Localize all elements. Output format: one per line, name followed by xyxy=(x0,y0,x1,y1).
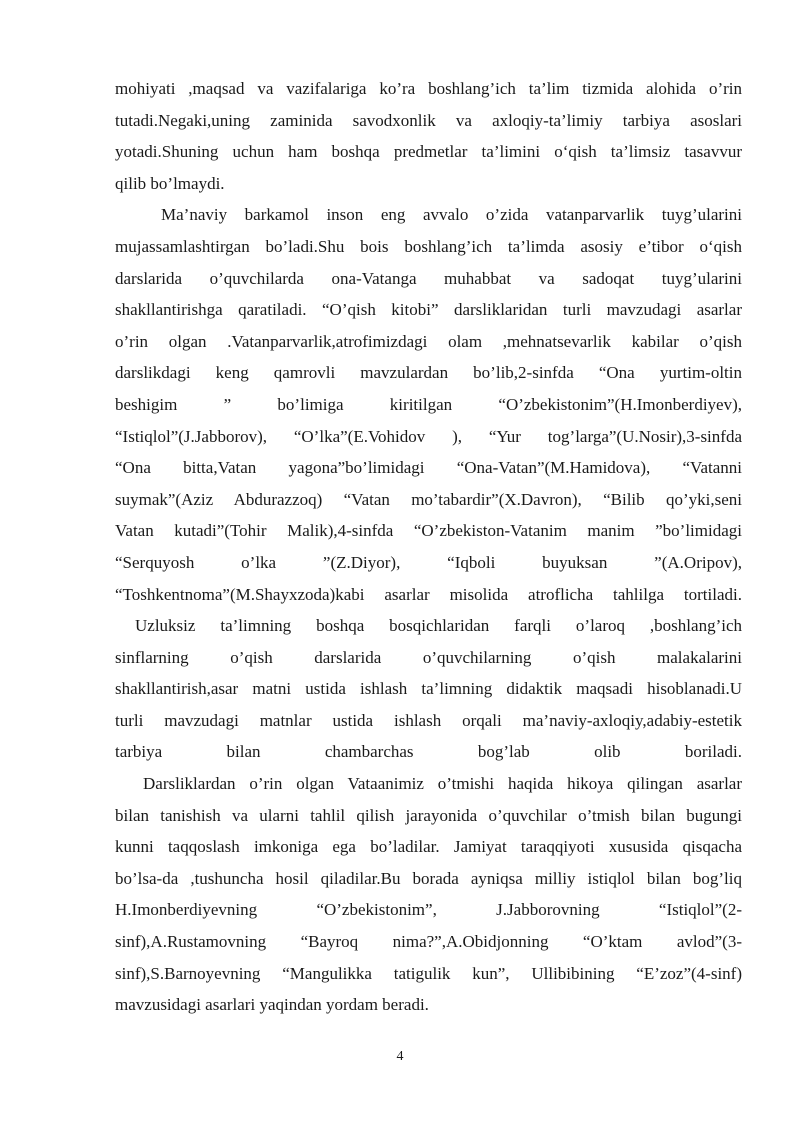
text-line: mavzusidagi asarlari yaqindan yordam beradi. xyxy=(115,995,429,1015)
text-line: sinf),S.Barnoyevning “Mangulikka tatigulik kun”, Ullibibining “E’zoz”(4-sinf) xyxy=(115,963,742,983)
text-line: Vatan kutadi”(Tohir Malik),4-sinfda “O’zbekiston-Vatanim manim ”bo’limidagi xyxy=(115,521,742,541)
text-line: tarbiya bilan chambarchas bog’lab olib boriladi. xyxy=(115,742,742,762)
text-line: shakllantirishga qaratiladi. “O’qish kitobi” darsliklaridan turli mavzudagi asarlar xyxy=(115,300,742,320)
text-line: mohiyati ,maqsad va vazifalariga ko’ra boshlang’ich ta’lim tizmida alohida o’rin xyxy=(115,79,742,98)
text-line: H.Imonberdiyevning “O’zbekistonim”, J.Jabborovning “Istiqlol”(2- xyxy=(115,900,742,920)
text-line: sinf),A.Rustamovning “Bayroq nima?”,A.Obidjonning “O’ktam avlod”(3- xyxy=(115,932,742,952)
text-line: Darsliklardan o’rin olgan Vataanimiz o’tmishi haqida hikoya qilingan asarlar xyxy=(143,774,742,794)
page-number: 4 xyxy=(396,1049,404,1064)
text-line: mujassamlashtirgan bo’ladi.Shu bois boshlang’ich ta’limda asosiy e’tibor oʻqish xyxy=(115,236,742,256)
text-line: Uzluksiz ta’limning boshqa bosqichlaridan farqli o’laroq ,boshlang’ich xyxy=(135,616,742,636)
text-line: “Ona bitta,Vatan yagona”bo’limidagi “Ona-Vatan”(M.Hamidova), “Vatanni xyxy=(115,458,742,478)
text-line: bo’lsa-da ,tushuncha hosil qiladilar.Bu borada ayniqsa milliy istiqlol bilan bog’liq xyxy=(115,868,742,888)
text-line: o’rin olgan .Vatanparvarlik,atrofimizdagi olam ,mehnatsevarlik kabilar o’qish xyxy=(115,331,742,351)
text-line: suymak”(Aziz Abdurazzoq) “Vatan mo’tabardir”(X.Davron), “Bilib qo’yki,seni xyxy=(115,489,742,509)
text-line: “Toshkentnoma”(M.Shayxzoda)kabi asarlar misolida atroflicha tahlilga tortiladi. xyxy=(115,584,742,604)
text-line: qilib bo’lmaydi. xyxy=(115,173,225,193)
text-line: yotadi.Shuning uchun ham boshqa predmetlar ta’limini oʻqish ta’limsiz tasavvur xyxy=(115,142,742,162)
text-line: “Serquyosh o’lka ”(Z.Diyor), “Iqboli buyuksan ”(A.Oripov), xyxy=(115,552,742,572)
text-line: beshigim ” bo’limiga kiritilgan “O’zbekistonim”(H.Imonberdiyev), xyxy=(115,394,742,414)
text-line: kunni taqqoslash imkoniga ega bo’ladilar. Jamiyat taraqqiyoti xususida qisqacha xyxy=(115,837,742,857)
text-line: “Istiqlol”(J.Jabborov), “O’lka”(E.Vohidov ), “Yur tog’larga”(U.Nosir),3-sinfda xyxy=(115,426,742,446)
text-line: Ma’naviy barkamol inson eng avvalo o’zida vatanparvarlik tuyg’ularini xyxy=(161,205,742,225)
document-body xyxy=(115,73,742,1021)
text-line: bilan tanishish va ularni tahlil qilish jarayonida o’quvchilar o’tmish bilan bugungi xyxy=(115,805,742,825)
text-line: tutadi.Negaki,uning zaminida savodxonlik va axloqiy-ta’limiy tarbiya asoslari xyxy=(115,110,742,130)
text-line: darslikdagi keng qamrovli mavzulardan bo’lib,2-sinfda “Ona yurtim-oltin xyxy=(115,363,742,383)
text-line: sinflarning o’qish darslarida o’quvchilarning o’qish malakalarini xyxy=(115,647,742,667)
text-line: turli mavzudagi matnlar ustida ishlash orqali ma’naviy-axloqiy,adabiy-estetik xyxy=(115,710,742,730)
text-line: shakllantirish,asar matni ustida ishlash ta’limning didaktik maqsadi hisoblanadi.U xyxy=(115,679,742,699)
text-line: darslarida o’quvchilarda ona-Vatanga muhabbat va sadoqat tuyg’ularini xyxy=(115,268,742,288)
